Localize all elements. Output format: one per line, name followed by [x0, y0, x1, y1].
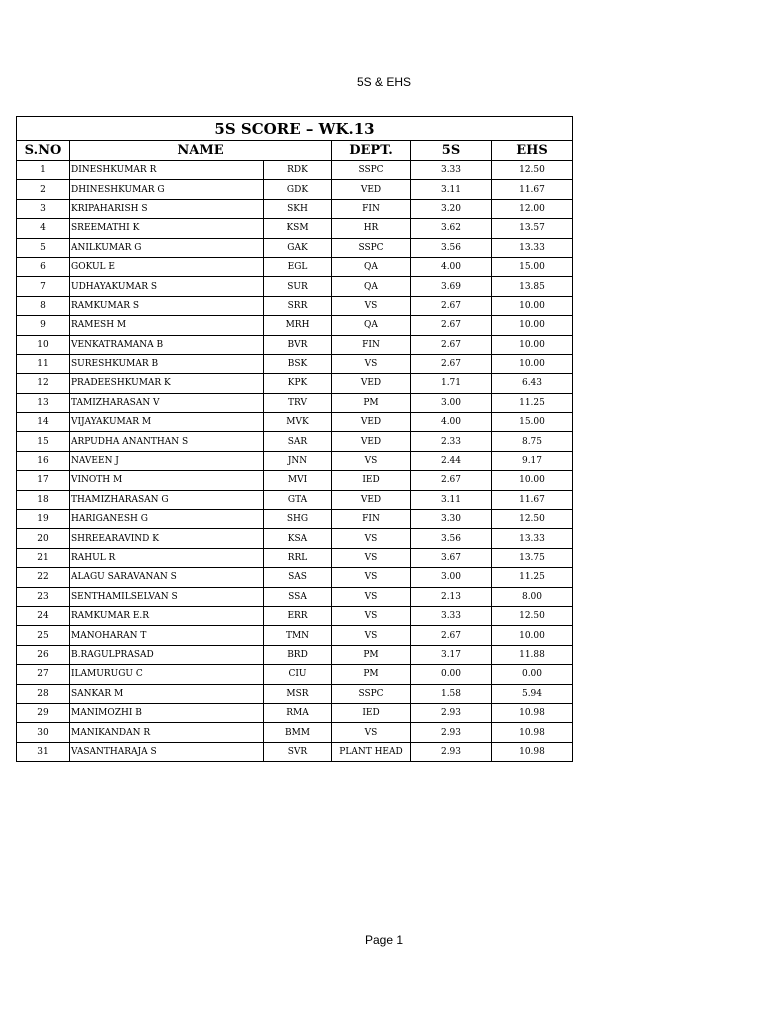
cell-code: BVR	[264, 335, 332, 354]
cell-ehs: 10.98	[492, 742, 573, 761]
cell-ehs: 15.00	[492, 257, 573, 276]
cell-sno: 1	[17, 161, 70, 180]
cell-5s: 3.33	[411, 161, 492, 180]
cell-code: RDK	[264, 161, 332, 180]
cell-ehs: 11.88	[492, 645, 573, 664]
cell-dept: SSPC	[332, 161, 411, 180]
cell-ehs: 8.75	[492, 432, 573, 451]
cell-code: SRR	[264, 296, 332, 315]
cell-ehs: 12.50	[492, 606, 573, 625]
cell-code: KSA	[264, 529, 332, 548]
cell-code: BMM	[264, 723, 332, 742]
cell-dept: VS	[332, 626, 411, 645]
table-row	[17, 238, 573, 257]
table-row	[17, 219, 573, 238]
cell-ehs: 11.25	[492, 568, 573, 587]
cell-5s: 3.00	[411, 393, 492, 412]
cell-ehs: 10.00	[492, 626, 573, 645]
cell-ehs: 13.75	[492, 548, 573, 567]
table-row	[17, 180, 573, 199]
cell-sno: 12	[17, 374, 70, 393]
cell-code: SKH	[264, 199, 332, 218]
table-row	[17, 684, 573, 703]
cell-dept: VS	[332, 723, 411, 742]
cell-sno: 5	[17, 238, 70, 257]
cell-5s: 3.00	[411, 568, 492, 587]
cell-5s: 2.67	[411, 296, 492, 315]
cell-5s: 4.00	[411, 413, 492, 432]
cell-code: RMA	[264, 703, 332, 722]
table-row	[17, 432, 573, 451]
cell-sno: 25	[17, 626, 70, 645]
cell-name: MANIKANDAN R	[70, 723, 264, 742]
table-title-row	[17, 117, 573, 141]
table-row	[17, 529, 573, 548]
table-row	[17, 665, 573, 684]
cell-5s: 3.69	[411, 277, 492, 296]
cell-sno: 19	[17, 510, 70, 529]
column-header-ehs: EHS	[492, 141, 573, 161]
page-header: 5S & EHS	[356, 75, 412, 89]
cell-name: MANIMOZHI B	[70, 703, 264, 722]
score-table	[16, 116, 573, 762]
cell-sno: 2	[17, 180, 70, 199]
table-row	[17, 626, 573, 645]
cell-code: SSA	[264, 587, 332, 606]
cell-code: SAR	[264, 432, 332, 451]
cell-code: SVR	[264, 742, 332, 761]
table-title: 5S SCORE – WK.13	[17, 117, 573, 141]
cell-name: PRADEESHKUMAR K	[70, 374, 264, 393]
cell-code: GAK	[264, 238, 332, 257]
cell-code: KPK	[264, 374, 332, 393]
column-header-name: NAME	[70, 141, 332, 161]
cell-ehs: 13.33	[492, 238, 573, 257]
cell-code: KSM	[264, 219, 332, 238]
cell-code: GDK	[264, 180, 332, 199]
table-row	[17, 374, 573, 393]
cell-name: KRIPAHARISH S	[70, 199, 264, 218]
table-row	[17, 587, 573, 606]
cell-dept: VS	[332, 606, 411, 625]
cell-name: GOKUL E	[70, 257, 264, 276]
cell-5s: 1.58	[411, 684, 492, 703]
cell-name: ARPUDHA ANANTHAN S	[70, 432, 264, 451]
table-row	[17, 606, 573, 625]
cell-5s: 0.00	[411, 665, 492, 684]
cell-ehs: 13.33	[492, 529, 573, 548]
cell-dept: HR	[332, 219, 411, 238]
table-row	[17, 199, 573, 218]
cell-5s: 2.44	[411, 451, 492, 470]
cell-5s: 3.62	[411, 219, 492, 238]
cell-sno: 6	[17, 257, 70, 276]
cell-5s: 3.30	[411, 510, 492, 529]
cell-ehs: 10.00	[492, 335, 573, 354]
cell-sno: 24	[17, 606, 70, 625]
cell-name: RAMKUMAR S	[70, 296, 264, 315]
cell-ehs: 10.98	[492, 703, 573, 722]
cell-code: CIU	[264, 665, 332, 684]
cell-sno: 7	[17, 277, 70, 296]
cell-code: TMN	[264, 626, 332, 645]
table-row	[17, 703, 573, 722]
cell-sno: 22	[17, 568, 70, 587]
cell-dept: VED	[332, 432, 411, 451]
cell-dept: FIN	[332, 510, 411, 529]
cell-dept: PLANT HEAD	[332, 742, 411, 761]
cell-sno: 28	[17, 684, 70, 703]
cell-name: MANOHARAN T	[70, 626, 264, 645]
table-row	[17, 723, 573, 742]
table-row	[17, 335, 573, 354]
cell-code: MVK	[264, 413, 332, 432]
cell-dept: VS	[332, 354, 411, 373]
cell-name: DINESHKUMAR R	[70, 161, 264, 180]
cell-dept: VED	[332, 374, 411, 393]
cell-5s: 2.67	[411, 354, 492, 373]
cell-sno: 14	[17, 413, 70, 432]
cell-name: RAHUL R	[70, 548, 264, 567]
cell-name: DHINESHKUMAR G	[70, 180, 264, 199]
cell-sno: 4	[17, 219, 70, 238]
cell-dept: FIN	[332, 335, 411, 354]
cell-dept: VS	[332, 296, 411, 315]
cell-5s: 4.00	[411, 257, 492, 276]
cell-dept: VS	[332, 529, 411, 548]
cell-dept: VED	[332, 490, 411, 509]
cell-code: SHG	[264, 510, 332, 529]
cell-sno: 10	[17, 335, 70, 354]
cell-dept: VED	[332, 413, 411, 432]
cell-sno: 9	[17, 316, 70, 335]
cell-dept: PM	[332, 665, 411, 684]
cell-name: SREEMATHI K	[70, 219, 264, 238]
cell-ehs: 12.50	[492, 510, 573, 529]
cell-name: VIJAYAKUMAR M	[70, 413, 264, 432]
cell-5s: 2.67	[411, 626, 492, 645]
cell-ehs: 11.25	[492, 393, 573, 412]
cell-5s: 3.11	[411, 490, 492, 509]
cell-sno: 13	[17, 393, 70, 412]
cell-ehs: 12.00	[492, 199, 573, 218]
table-row	[17, 510, 573, 529]
table-row	[17, 393, 573, 412]
cell-ehs: 8.00	[492, 587, 573, 606]
table-row	[17, 277, 573, 296]
cell-sno: 15	[17, 432, 70, 451]
cell-sno: 17	[17, 471, 70, 490]
cell-dept: VS	[332, 548, 411, 567]
table-row	[17, 490, 573, 509]
cell-sno: 8	[17, 296, 70, 315]
cell-sno: 26	[17, 645, 70, 664]
cell-dept: FIN	[332, 199, 411, 218]
cell-dept: SSPC	[332, 684, 411, 703]
cell-dept: QA	[332, 257, 411, 276]
cell-ehs: 15.00	[492, 413, 573, 432]
cell-name: SURESHKUMAR B	[70, 354, 264, 373]
cell-code: BRD	[264, 645, 332, 664]
table-row	[17, 645, 573, 664]
cell-code: BSK	[264, 354, 332, 373]
cell-5s: 1.71	[411, 374, 492, 393]
table-row	[17, 742, 573, 761]
page-footer: Page 1	[364, 933, 404, 947]
cell-ehs: 0.00	[492, 665, 573, 684]
cell-sno: 18	[17, 490, 70, 509]
cell-5s: 3.11	[411, 180, 492, 199]
cell-5s: 2.67	[411, 471, 492, 490]
column-header-sno: S.NO	[17, 141, 70, 161]
cell-ehs: 9.17	[492, 451, 573, 470]
cell-name: RAMKUMAR E.R	[70, 606, 264, 625]
cell-name: VINOTH M	[70, 471, 264, 490]
cell-dept: VED	[332, 180, 411, 199]
cell-dept: PM	[332, 645, 411, 664]
cell-sno: 3	[17, 199, 70, 218]
cell-5s: 3.17	[411, 645, 492, 664]
table-body	[17, 161, 573, 762]
cell-5s: 2.67	[411, 335, 492, 354]
cell-ehs: 11.67	[492, 180, 573, 199]
cell-sno: 20	[17, 529, 70, 548]
cell-sno: 21	[17, 548, 70, 567]
cell-ehs: 10.00	[492, 471, 573, 490]
cell-code: RRL	[264, 548, 332, 567]
cell-sno: 23	[17, 587, 70, 606]
cell-sno: 16	[17, 451, 70, 470]
cell-5s: 2.93	[411, 723, 492, 742]
cell-name: THAMIZHARASAN G	[70, 490, 264, 509]
cell-dept: VS	[332, 587, 411, 606]
table-row	[17, 296, 573, 315]
table-row	[17, 316, 573, 335]
cell-name: TAMIZHARASAN V	[70, 393, 264, 412]
cell-code: SAS	[264, 568, 332, 587]
cell-dept: VS	[332, 568, 411, 587]
cell-code: JNN	[264, 451, 332, 470]
cell-name: SHREEARAVIND K	[70, 529, 264, 548]
cell-dept: SSPC	[332, 238, 411, 257]
cell-ehs: 10.00	[492, 316, 573, 335]
cell-name: HARIGANESH G	[70, 510, 264, 529]
table-row	[17, 413, 573, 432]
cell-name: SANKAR M	[70, 684, 264, 703]
cell-ehs: 10.00	[492, 296, 573, 315]
table-row	[17, 354, 573, 373]
cell-dept: QA	[332, 316, 411, 335]
cell-ehs: 13.57	[492, 219, 573, 238]
cell-name: ALAGU SARAVANAN S	[70, 568, 264, 587]
cell-5s: 2.93	[411, 703, 492, 722]
table-header-row	[17, 141, 573, 161]
table-row	[17, 471, 573, 490]
cell-ehs: 5.94	[492, 684, 573, 703]
cell-sno: 11	[17, 354, 70, 373]
cell-ehs: 6.43	[492, 374, 573, 393]
cell-sno: 27	[17, 665, 70, 684]
table-row	[17, 568, 573, 587]
cell-5s: 2.67	[411, 316, 492, 335]
cell-name: VASANTHARAJA S	[70, 742, 264, 761]
cell-dept: IED	[332, 471, 411, 490]
column-header-5s: 5S	[411, 141, 492, 161]
cell-code: MSR	[264, 684, 332, 703]
cell-5s: 2.13	[411, 587, 492, 606]
cell-ehs: 10.00	[492, 354, 573, 373]
cell-name: VENKATRAMANA B	[70, 335, 264, 354]
cell-ehs: 12.50	[492, 161, 573, 180]
cell-ehs: 10.98	[492, 723, 573, 742]
cell-code: MRH	[264, 316, 332, 335]
cell-name: UDHAYAKUMAR S	[70, 277, 264, 296]
cell-dept: QA	[332, 277, 411, 296]
cell-dept: VS	[332, 451, 411, 470]
cell-code: ERR	[264, 606, 332, 625]
cell-sno: 31	[17, 742, 70, 761]
cell-dept: PM	[332, 393, 411, 412]
cell-code: MVI	[264, 471, 332, 490]
cell-sno: 30	[17, 723, 70, 742]
cell-name: NAVEEN J	[70, 451, 264, 470]
cell-5s: 2.93	[411, 742, 492, 761]
cell-code: EGL	[264, 257, 332, 276]
cell-ehs: 13.85	[492, 277, 573, 296]
cell-code: GTA	[264, 490, 332, 509]
cell-5s: 3.33	[411, 606, 492, 625]
cell-5s: 3.56	[411, 238, 492, 257]
table-row	[17, 451, 573, 470]
table-row	[17, 161, 573, 180]
cell-5s: 2.33	[411, 432, 492, 451]
cell-name: ANILKUMAR G	[70, 238, 264, 257]
column-header-dept: DEPT.	[332, 141, 411, 161]
cell-code: TRV	[264, 393, 332, 412]
cell-name: B.RAGULPRASAD	[70, 645, 264, 664]
cell-ehs: 11.67	[492, 490, 573, 509]
cell-name: SENTHAMILSELVAN S	[70, 587, 264, 606]
table-row	[17, 257, 573, 276]
table-row	[17, 548, 573, 567]
cell-code: SUR	[264, 277, 332, 296]
cell-5s: 3.67	[411, 548, 492, 567]
cell-5s: 3.56	[411, 529, 492, 548]
cell-name: RAMESH M	[70, 316, 264, 335]
cell-name: ILAMURUGU C	[70, 665, 264, 684]
cell-dept: IED	[332, 703, 411, 722]
cell-5s: 3.20	[411, 199, 492, 218]
cell-sno: 29	[17, 703, 70, 722]
